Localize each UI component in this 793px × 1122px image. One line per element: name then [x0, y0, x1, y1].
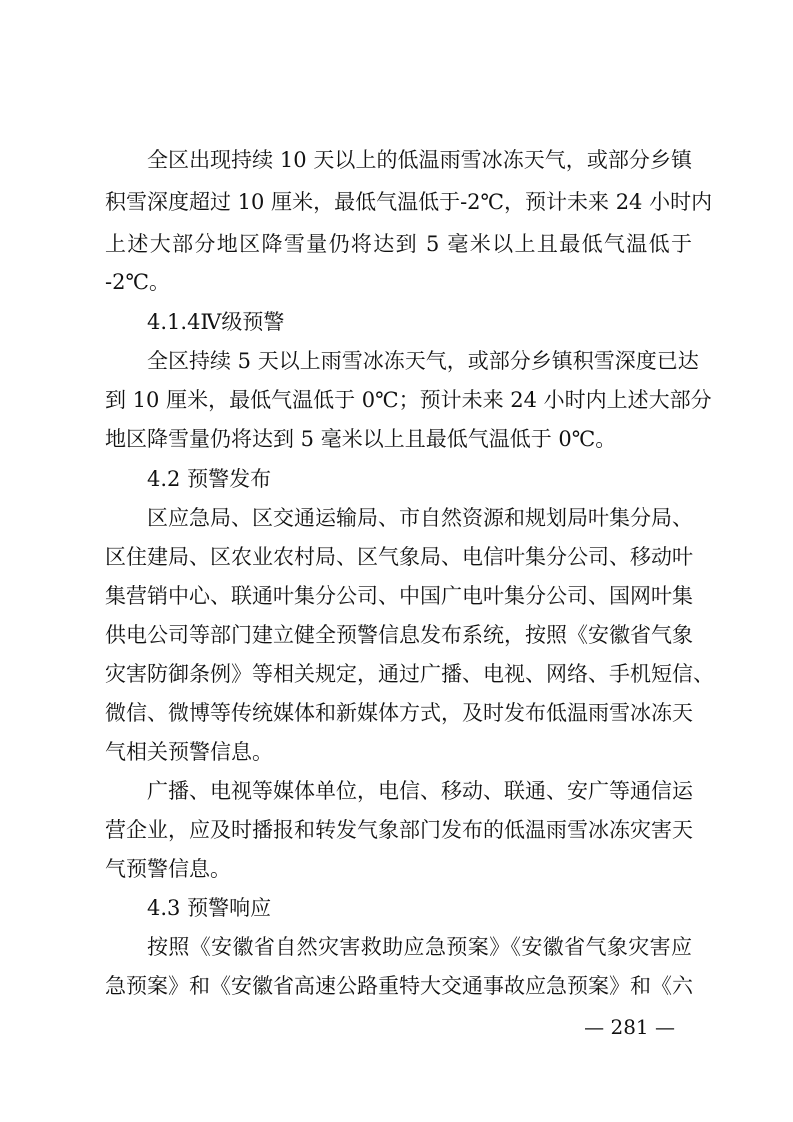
paragraph-3-line-1: 区应急局、区交通运输局、市自然资源和规划局叶集分局、: [147, 506, 693, 530]
paragraph-5-line-2: 急预案》和《安徽省高速公路重特大交通事故应急预案》和《六: [105, 974, 693, 998]
paragraph-4-line-3: 气预警信息。: [105, 857, 231, 881]
paragraph-1-line-4: -2℃。: [105, 270, 170, 294]
paragraph-3-line-3: 集营销中心、联通叶集分公司、中国广电叶集分公司、国网叶集: [105, 584, 693, 608]
paragraph-3-line-2: 区住建局、区农业农村局、区气象局、电信叶集分公司、移动叶: [105, 545, 693, 569]
paragraph-4-line-1: 广播、电视等媒体单位，电信、移动、联通、安广等通信运: [147, 779, 693, 803]
page-number: — 281 —: [584, 1015, 675, 1039]
section-heading-4-2: 4.2 预警发布: [147, 467, 272, 491]
paragraph-3-line-4: 供电公司等部门建立健全预警信息发布系统，按照《安徽省气象: [105, 623, 693, 647]
paragraph-3-line-5: 灾害防御条例》等相关规定，通过广播、电视、网络、手机短信、: [105, 662, 714, 686]
paragraph-2-line-2: 到 10 厘米，最低气温低于 0℃；预计未来 24 小时内上述大部分: [105, 388, 712, 412]
paragraph-2-line-1: 全区持续 5 天以上雨雪冰冻天气，或部分乡镇积雪深度已达: [147, 349, 699, 373]
section-heading-4-1-4: 4.1.4Ⅳ级预警: [147, 310, 285, 334]
section-heading-4-3: 4.3 预警响应: [147, 896, 272, 920]
paragraph-4-line-2: 营企业，应及时播报和转发气象部门发布的低温雨雪冰冻灾害天: [105, 818, 693, 842]
paragraph-2-line-3: 地区降雪量仍将达到 5 毫米以上且最低气温低于 0℃。: [105, 427, 617, 451]
paragraph-3-line-7: 气相关预警信息。: [105, 740, 273, 764]
paragraph-5-line-1: 按照《安徽省自然灾害救助应急预案》《安徽省气象灾害应: [147, 935, 692, 959]
paragraph-1-line-3: 上述大部分地区降雪量仍将达到 5 毫米以上且最低气温低于: [105, 232, 692, 256]
paragraph-1-line-2: 积雪深度超过 10 厘米，最低气温低于-2℃，预计未来 24 小时内: [105, 190, 713, 214]
paragraph-1-line-1: 全区出现持续 10 天以上的低温雨雪冰冻天气，或部分乡镇: [147, 148, 692, 172]
paragraph-3-line-6: 微信、微博等传统媒体和新媒体方式，及时发布低温雨雪冰冻天: [105, 701, 693, 725]
